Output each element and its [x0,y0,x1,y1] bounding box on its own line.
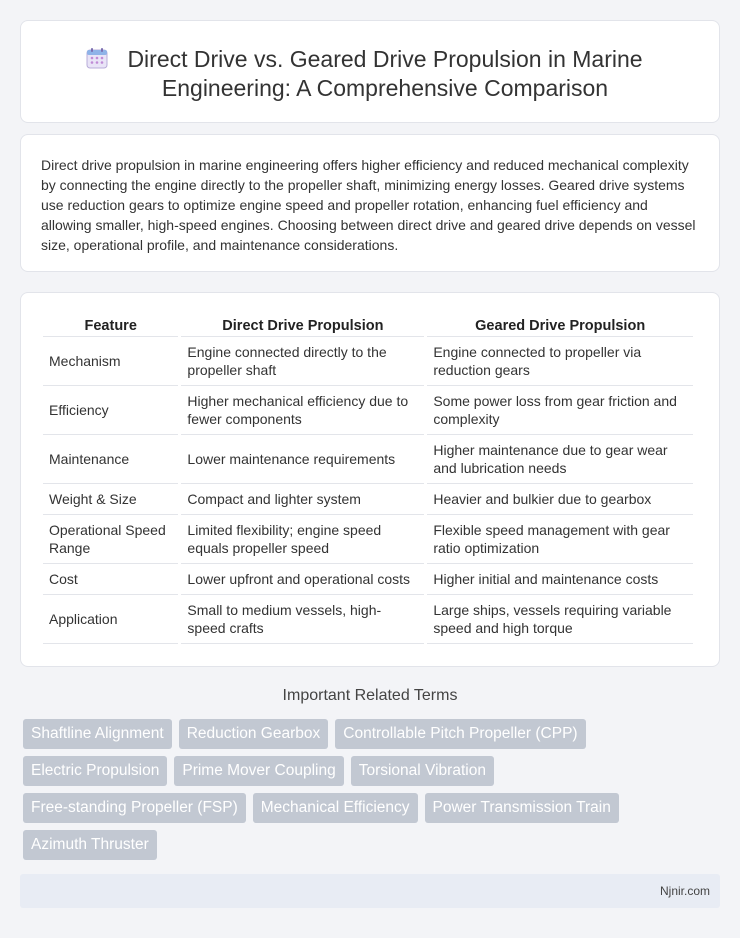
table-row [43,515,693,564]
term-tag[interactable]: Controllable Pitch Propeller (CPP) [335,719,585,749]
term-tag[interactable]: Free-standing Propeller (FSP) [23,793,246,823]
term-tag[interactable]: Azimuth Thruster [23,830,157,860]
direct-cell: Small to medium vessels, high-speed crafts [181,595,424,644]
feature-cell: Operational Speed Range [43,515,178,564]
term-tag[interactable]: Power Transmission Train [425,793,619,823]
table-row [43,564,693,595]
direct-cell: Lower maintenance requirements [181,435,424,484]
geared-cell: Large ships, vessels requiring variable speed and high torque [427,595,693,644]
direct-cell: Lower upfront and operational costs [181,564,424,595]
title-card [20,20,720,123]
term-tag[interactable]: Reduction Gearbox [179,719,329,749]
feature-cell: Maintenance [43,435,178,484]
term-tag[interactable]: Mechanical Efficiency [253,793,418,823]
term-tag[interactable]: Torsional Vibration [351,756,494,786]
feature-cell: Cost [43,564,178,595]
header-geared-drive: Geared Drive Propulsion [427,313,693,337]
intro-card [20,134,720,272]
feature-cell: Application [43,595,178,644]
direct-cell: Higher mechanical efficiency due to fewer components [181,386,424,435]
comparison-card [20,292,720,667]
geared-cell: Some power loss from gear friction and complexity [427,386,693,435]
direct-cell: Limited flexibility; engine speed equals propeller speed [181,515,424,564]
geared-cell: Heavier and bulkier due to gearbox [427,484,693,515]
feature-cell: Mechanism [43,337,178,386]
geared-cell: Higher initial and maintenance costs [427,564,693,595]
feature-cell: Efficiency [43,386,178,435]
related-terms-heading: Important Related Terms [282,687,458,704]
footer [20,874,720,908]
header-direct-drive: Direct Drive Propulsion [181,313,424,337]
page-title: Direct Drive vs. Geared Drive Propulsion in Marine Engineering: A Comprehensive Comparison [127,46,643,101]
comparison-table [40,313,696,644]
intro-paragraph: Direct drive propulsion in marine engineering offers higher efficiency and reduced mechanical complexity by connecting the engine directly to the propeller shaft, minimizing energy losses. Geared drive systems use reduction gears to optimize engine speed and propeller rotation, enhancing fuel efficiency and allowing smaller, high-speed engines. Choosing between direct drive and geared drive depends on vessel size, operational profile, and maintenance considerations. [41,157,696,253]
table-row [43,484,693,515]
geared-cell: Higher maintenance due to gear wear and lubrication needs [427,435,693,484]
term-tag[interactable]: Prime Mover Coupling [174,756,343,786]
footer-brand[interactable]: Njnir.com [659,884,710,898]
geared-cell: Flexible speed management with gear ratio optimization [427,515,693,564]
term-tag[interactable]: Electric Propulsion [23,756,167,786]
header-feature: Feature [43,313,178,337]
table-row [43,386,693,435]
table-row [43,595,693,644]
table-row [43,435,693,484]
geared-cell: Engine connected to propeller via reduction gears [427,337,693,386]
term-tag[interactable]: Shaftline Alignment [23,719,172,749]
direct-cell: Engine connected directly to the propeller shaft [181,337,424,386]
feature-cell: Weight & Size [43,484,178,515]
related-terms-list [23,719,723,867]
direct-cell: Compact and lighter system [181,484,424,515]
table-row [43,337,693,386]
